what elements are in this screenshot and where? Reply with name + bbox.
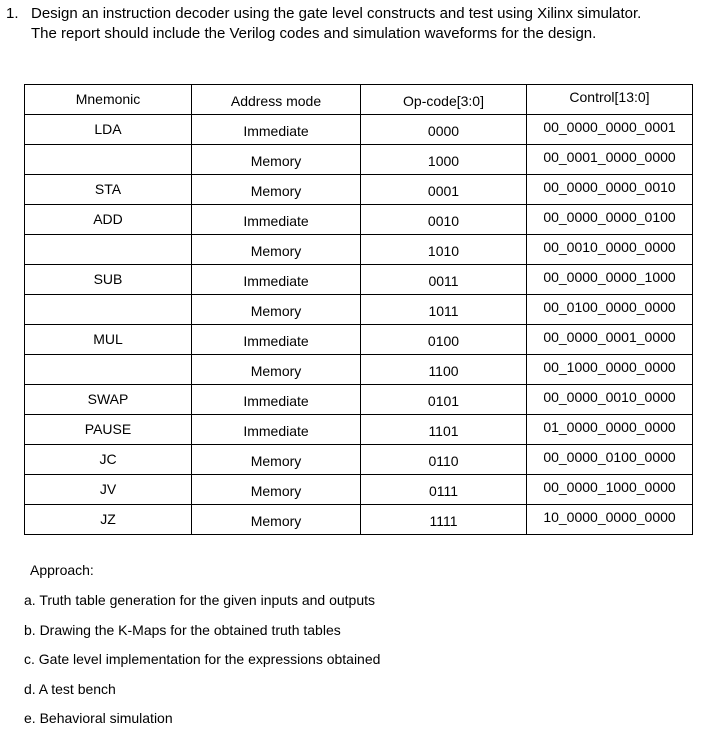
cell-opcode: 1011 — [361, 295, 527, 325]
cell-address-mode: Memory — [192, 175, 361, 205]
cell-control: 00_0000_0000_0001 — [527, 115, 693, 145]
cell-control: 00_0000_0001_0000 — [527, 325, 693, 355]
cell-opcode: 0101 — [361, 385, 527, 415]
cell-control: 00_0000_0010_0000 — [527, 385, 693, 415]
cell-mnemonic: LDA — [25, 115, 192, 145]
table-row — [25, 415, 693, 445]
table-row — [25, 265, 693, 295]
table-row — [25, 325, 693, 355]
cell-control: 00_1000_0000_0000 — [527, 355, 693, 385]
cell-opcode: 0000 — [361, 115, 527, 145]
cell-mnemonic: MUL — [25, 325, 192, 355]
cell-address-mode: Memory — [192, 295, 361, 325]
cell-address-mode: Memory — [192, 145, 361, 175]
cell-address-mode: Immediate — [192, 385, 361, 415]
cell-address-mode: Memory — [192, 475, 361, 505]
approach-step: e. Behavioral simulation — [24, 710, 173, 726]
cell-address-mode: Immediate — [192, 415, 361, 445]
cell-address-mode: Immediate — [192, 115, 361, 145]
cell-control: 00_0000_0000_0010 — [527, 175, 693, 205]
cell-opcode: 0100 — [361, 325, 527, 355]
cell-address-mode: Memory — [192, 505, 361, 535]
cell-control: 00_0010_0000_0000 — [527, 235, 693, 265]
cell-mnemonic: SWAP — [25, 385, 192, 415]
question-text — [31, 4, 681, 44]
table-body — [25, 115, 693, 535]
cell-mnemonic: STA — [25, 175, 192, 205]
table-row — [25, 175, 693, 205]
question-line-1: Design an instruction decoder using the gate level constructs and test using Xilinx simulator. — [31, 5, 642, 22]
approach-step: a. Truth table generation for the given inputs and outputs — [24, 592, 376, 608]
table-row — [25, 445, 693, 475]
cell-mnemonic — [25, 235, 192, 265]
header-mnemonic: Mnemonic — [25, 85, 192, 115]
cell-opcode: 0010 — [361, 205, 527, 235]
header-address-mode: Address mode — [192, 85, 361, 115]
cell-mnemonic — [25, 145, 192, 175]
table-row — [25, 235, 693, 265]
approach-step: d. A test bench — [24, 680, 116, 697]
cell-mnemonic: PAUSE — [25, 415, 192, 445]
cell-control: 00_0000_0100_0000 — [527, 445, 693, 475]
instruction-decoder-table — [24, 84, 693, 535]
cell-opcode: 0001 — [361, 175, 527, 205]
cell-mnemonic: ADD — [25, 205, 192, 235]
table-row — [25, 505, 693, 535]
cell-opcode: 0111 — [361, 475, 527, 505]
cell-control: 01_0000_0000_0000 — [527, 415, 693, 445]
cell-opcode: 1010 — [361, 235, 527, 265]
cell-control: 00_0000_0000_0100 — [527, 205, 693, 235]
table-row — [25, 385, 693, 415]
cell-opcode: 1111 — [361, 505, 527, 535]
table-row — [25, 205, 693, 235]
cell-mnemonic: JZ — [25, 505, 192, 535]
cell-opcode: 1000 — [361, 145, 527, 175]
cell-opcode: 1100 — [361, 355, 527, 385]
header-control: Control[13:0] — [527, 85, 693, 115]
cell-mnemonic: JC — [25, 445, 192, 475]
cell-opcode: 0011 — [361, 265, 527, 295]
table-row — [25, 115, 693, 145]
cell-address-mode: Immediate — [192, 205, 361, 235]
table-row — [25, 145, 693, 175]
cell-mnemonic — [25, 355, 192, 385]
question-number: 1. — [6, 5, 19, 22]
cell-control: 00_0001_0000_0000 — [527, 145, 693, 175]
cell-mnemonic: SUB — [25, 265, 192, 295]
table-row — [25, 295, 693, 325]
approach-step: b. Drawing the K-Maps for the obtained truth tables — [24, 621, 341, 638]
cell-address-mode: Memory — [192, 235, 361, 265]
cell-address-mode: Immediate — [192, 265, 361, 295]
cell-address-mode: Memory — [192, 445, 361, 475]
cell-mnemonic: JV — [25, 475, 192, 505]
approach-step: c. Gate level implementation for the expressions obtained — [24, 651, 381, 667]
table-row — [25, 355, 693, 385]
cell-opcode: 0110 — [361, 445, 527, 475]
header-opcode: Op-code[3:0] — [361, 85, 527, 115]
cell-mnemonic — [25, 295, 192, 325]
cell-address-mode: Memory — [192, 355, 361, 385]
cell-address-mode: Immediate — [192, 325, 361, 355]
table-header-row — [25, 85, 693, 115]
cell-opcode: 1101 — [361, 415, 527, 445]
cell-control: 10_0000_0000_0000 — [527, 505, 693, 535]
cell-control: 00_0000_0000_1000 — [527, 265, 693, 295]
cell-control: 00_0100_0000_0000 — [527, 295, 693, 325]
table-row — [25, 475, 693, 505]
question-line-2: The report should include the Verilog codes and simulation waveforms for the design. — [31, 25, 597, 42]
approach-title: Approach: — [30, 562, 94, 578]
cell-control: 00_0000_1000_0000 — [527, 475, 693, 505]
